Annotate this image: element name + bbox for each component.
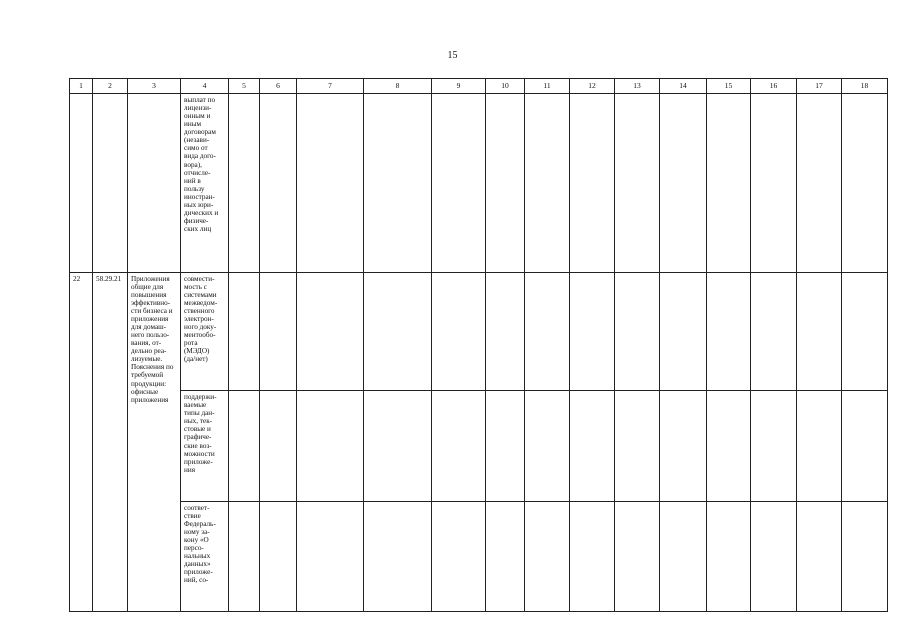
characteristic-text: поддержи- ваемые типы дан- ных, тек- стовые и графиче- ские воз- можности приложе- ния bbox=[184, 393, 217, 474]
col-header: 7 bbox=[297, 79, 364, 94]
table-cell bbox=[181, 272, 229, 390]
table-cell bbox=[615, 94, 660, 273]
table-cell bbox=[660, 94, 707, 273]
col-header: 9 bbox=[432, 79, 486, 94]
row-number-cell bbox=[70, 272, 93, 611]
table-cell bbox=[525, 501, 570, 611]
table-cell bbox=[660, 272, 707, 390]
table-cell bbox=[229, 272, 260, 390]
table-cell bbox=[525, 94, 570, 273]
table-cell bbox=[615, 501, 660, 611]
table-cell bbox=[707, 501, 751, 611]
table-cell bbox=[432, 501, 486, 611]
table-cell bbox=[707, 272, 751, 390]
table-cell bbox=[797, 391, 842, 501]
col-header: 10 bbox=[486, 79, 525, 94]
table-cell bbox=[842, 272, 888, 390]
table-cell bbox=[260, 501, 297, 611]
page-number: 15 bbox=[447, 50, 458, 61]
table-cell bbox=[297, 94, 364, 273]
product-name-cell bbox=[128, 272, 181, 611]
table-cell bbox=[842, 501, 888, 611]
table-cell bbox=[570, 391, 615, 501]
table-cell bbox=[751, 94, 797, 273]
col-header: 4 bbox=[181, 79, 229, 94]
table-cell bbox=[93, 94, 128, 273]
table-cell bbox=[297, 391, 364, 501]
table-cell bbox=[615, 272, 660, 390]
table-cell bbox=[751, 391, 797, 501]
requirements-table bbox=[69, 78, 888, 612]
characteristic-text: выплат по лицензи- онным и иным договорам (незави- симо от вида дого- вора), отчисле- ний в пользу иностран- ных юри- дических и физиче- ских лиц bbox=[184, 96, 219, 233]
table-cell bbox=[660, 391, 707, 501]
table-cell bbox=[181, 391, 229, 501]
table-cell bbox=[181, 501, 229, 611]
col-header: 1 bbox=[70, 79, 93, 94]
col-header: 5 bbox=[229, 79, 260, 94]
col-header: 17 bbox=[797, 79, 842, 94]
table-cell bbox=[260, 94, 297, 273]
column-number-row bbox=[70, 79, 888, 94]
table-cell bbox=[364, 501, 432, 611]
okpd-code: 58.29.21 bbox=[96, 274, 122, 283]
table-cell bbox=[570, 501, 615, 611]
table-cell bbox=[364, 391, 432, 501]
table-cell bbox=[797, 501, 842, 611]
table-cell bbox=[525, 272, 570, 390]
table-cell bbox=[364, 94, 432, 273]
table-cell bbox=[707, 391, 751, 501]
table-cell bbox=[181, 94, 229, 273]
table-cell bbox=[615, 391, 660, 501]
table-cell bbox=[229, 94, 260, 273]
table-cell bbox=[128, 94, 181, 273]
table-cell bbox=[297, 501, 364, 611]
table-cell bbox=[432, 272, 486, 390]
col-header: 16 bbox=[751, 79, 797, 94]
table-cell bbox=[486, 501, 525, 611]
table-cell bbox=[486, 272, 525, 390]
table-cell bbox=[229, 501, 260, 611]
table-cell bbox=[842, 94, 888, 273]
col-header: 3 bbox=[128, 79, 181, 94]
col-header: 8 bbox=[364, 79, 432, 94]
table-cell bbox=[525, 391, 570, 501]
col-header: 14 bbox=[660, 79, 707, 94]
table-cell bbox=[797, 94, 842, 273]
table-row bbox=[70, 272, 888, 390]
code-cell bbox=[93, 272, 128, 611]
table-cell bbox=[229, 391, 260, 501]
table-cell bbox=[842, 391, 888, 501]
table-cell bbox=[751, 272, 797, 390]
table-cell bbox=[70, 94, 93, 273]
table-cell bbox=[297, 272, 364, 390]
table-cell bbox=[751, 501, 797, 611]
table-cell bbox=[364, 272, 432, 390]
table-row bbox=[70, 94, 888, 273]
table-row bbox=[70, 391, 888, 501]
col-header: 6 bbox=[260, 79, 297, 94]
table-cell bbox=[707, 94, 751, 273]
table-cell bbox=[486, 391, 525, 501]
col-header: 11 bbox=[525, 79, 570, 94]
table-cell bbox=[660, 501, 707, 611]
col-header: 15 bbox=[707, 79, 751, 94]
col-header: 12 bbox=[570, 79, 615, 94]
col-header: 2 bbox=[93, 79, 128, 94]
col-header: 18 bbox=[842, 79, 888, 94]
characteristic-text: совмести- мость с системами межведом- ственного электрон- ного доку- ментообо- рота (МЭДО) (да/нет) bbox=[184, 274, 218, 364]
table-cell bbox=[260, 391, 297, 501]
table-row bbox=[70, 501, 888, 611]
product-name: Приложения общие для повышения эффективно- сти бизнеса и приложения для домаш- него пользо- вания, от- дельно реа- лизуемые. Пояснения по требуемой продукции: офисные приложения bbox=[131, 274, 174, 404]
table-cell bbox=[432, 94, 486, 273]
row-number: 22 bbox=[73, 274, 81, 283]
table-cell bbox=[570, 272, 615, 390]
table-cell bbox=[570, 94, 615, 273]
col-header: 13 bbox=[615, 79, 660, 94]
table-cell bbox=[260, 272, 297, 390]
table-cell bbox=[432, 391, 486, 501]
table-cell bbox=[797, 272, 842, 390]
table-cell bbox=[486, 94, 525, 273]
characteristic-text: соответ- ствие Федераль- ному за- кону «О персо- нальных данных» приложе- ний, со- bbox=[184, 503, 216, 585]
